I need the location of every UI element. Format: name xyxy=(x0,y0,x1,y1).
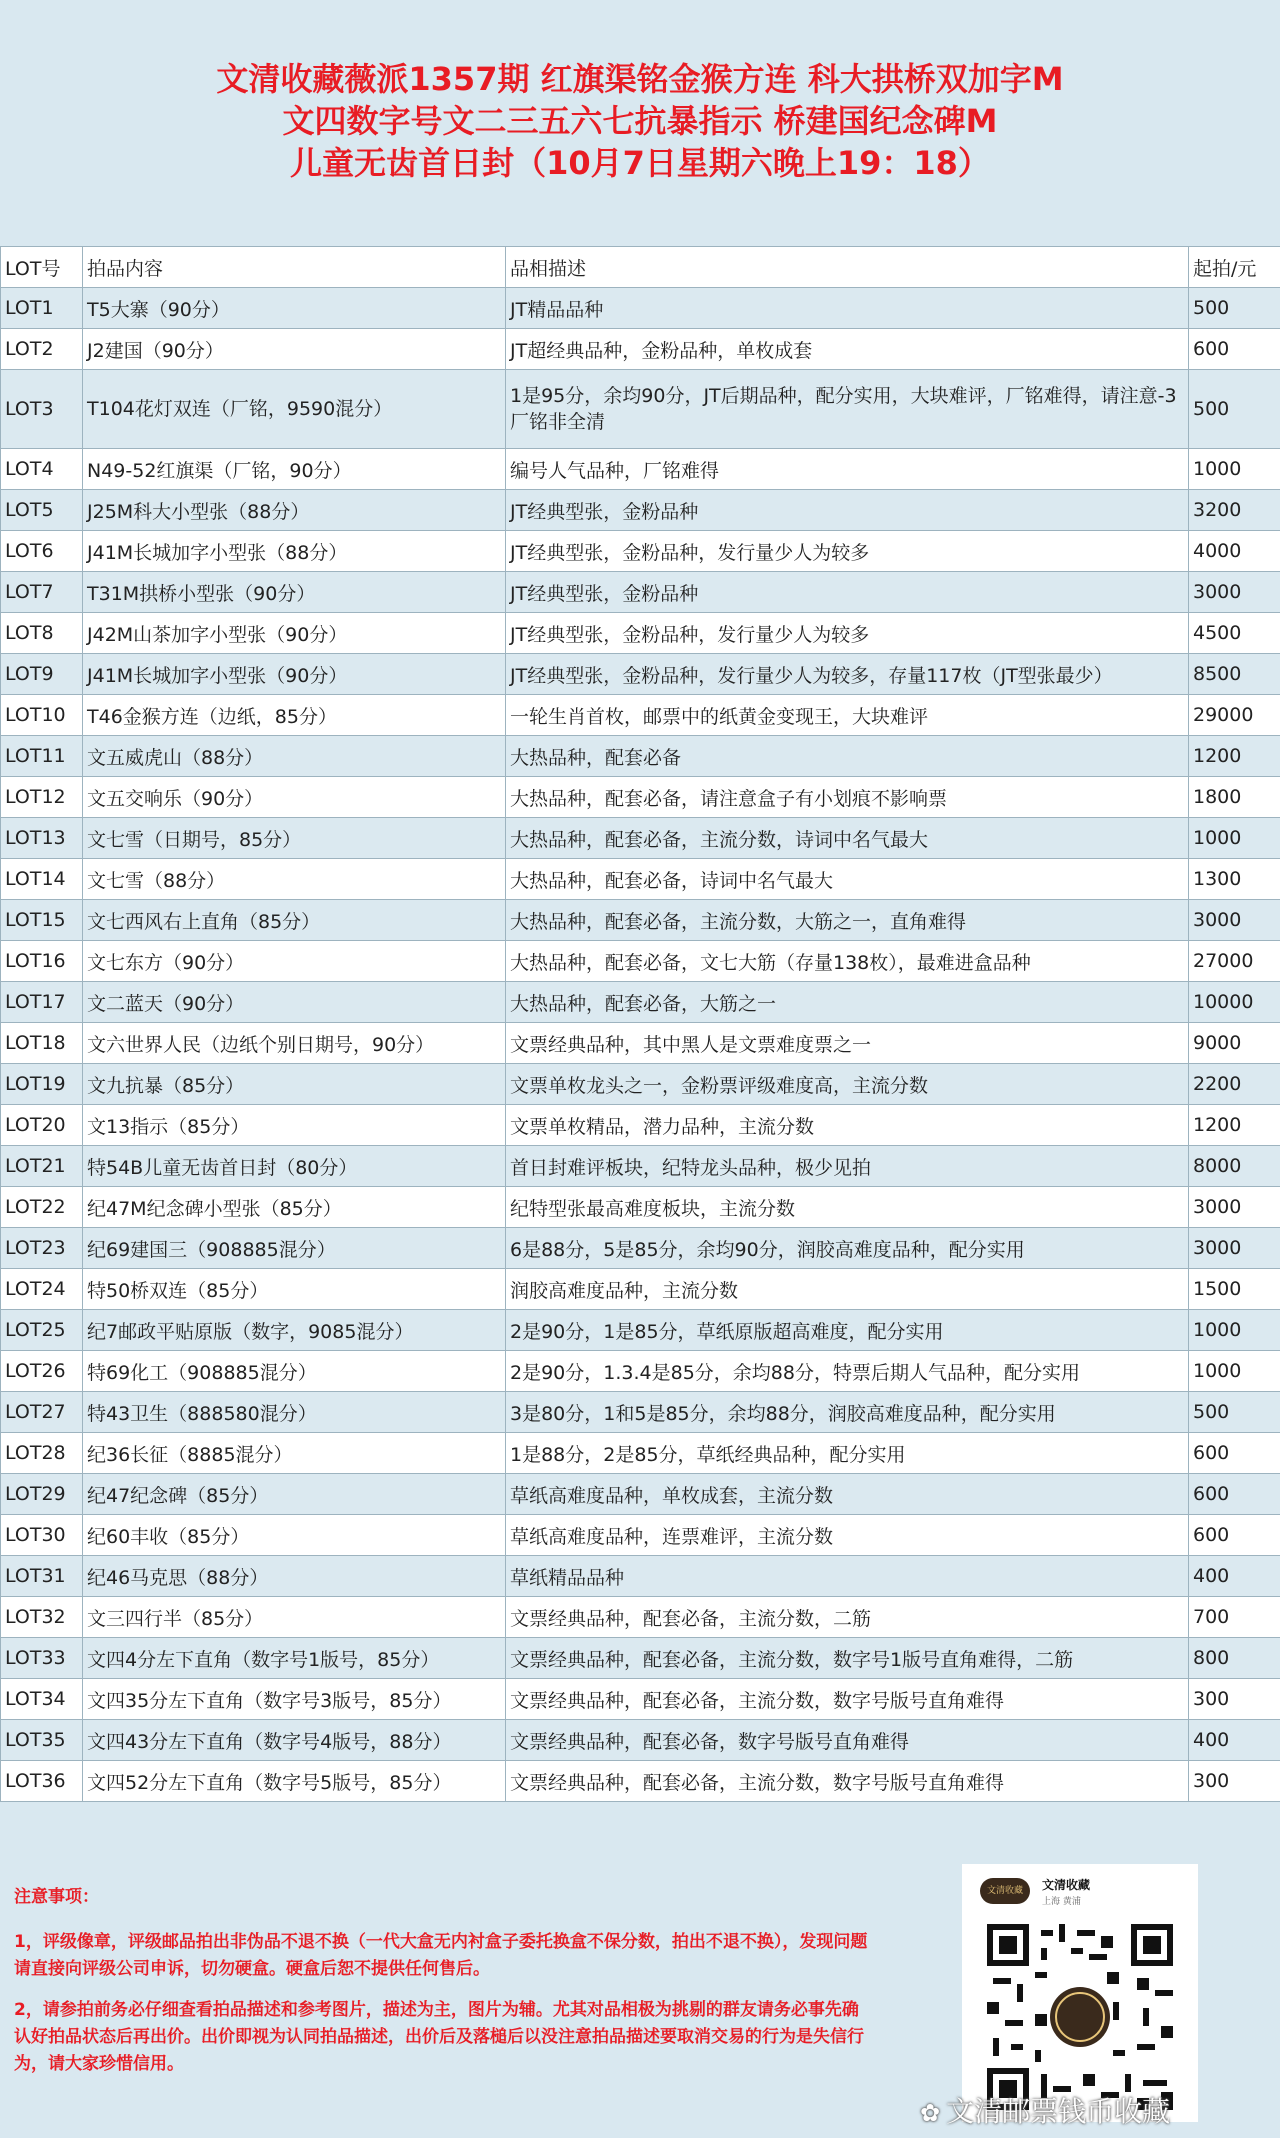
description-cell: JT经典型张，金粉品种 xyxy=(506,490,1189,531)
notes-section xyxy=(14,1884,874,2092)
lot-cell: LOT16 xyxy=(1,941,83,982)
price-cell: 1000 xyxy=(1189,1310,1280,1351)
lot-cell: LOT14 xyxy=(1,859,83,900)
description-cell: 文票经典品种，配套必备，主流分数，数字号版号直角难得 xyxy=(506,1761,1189,1802)
description-cell: JT经典型张，金粉品种 xyxy=(506,572,1189,613)
table-row xyxy=(1,941,1280,982)
table-row xyxy=(1,1064,1280,1105)
lot-cell: LOT17 xyxy=(1,982,83,1023)
table-header-row xyxy=(1,247,1280,288)
description-cell: JT经典型张，金粉品种，发行量少人为较多，存量117枚（JT型张最少） xyxy=(506,654,1189,695)
item-cell: 特43卫生（888580混分） xyxy=(83,1392,506,1433)
lot-table xyxy=(0,246,1280,1802)
table-row xyxy=(1,1638,1280,1679)
description-cell: JT精品品种 xyxy=(506,288,1189,329)
qr-card xyxy=(962,1864,1198,2122)
description-cell: 草纸精品品种 xyxy=(506,1556,1189,1597)
price-cell: 500 xyxy=(1189,288,1280,329)
item-cell: 特50桥双连（85分） xyxy=(83,1269,506,1310)
item-cell: 特54B儿童无齿首日封（80分） xyxy=(83,1146,506,1187)
table-row xyxy=(1,1269,1280,1310)
price-cell: 1500 xyxy=(1189,1269,1280,1310)
lot-cell: LOT25 xyxy=(1,1310,83,1351)
item-cell: 文二蓝天（90分） xyxy=(83,982,506,1023)
description-cell: 大热品种，配套必备，请注意盒子有小划痕不影响票 xyxy=(506,777,1189,818)
item-cell: J41M长城加字小型张（90分） xyxy=(83,654,506,695)
description-cell: 大热品种，配套必备，诗词中名气最大 xyxy=(506,859,1189,900)
table-row xyxy=(1,490,1280,531)
table-row xyxy=(1,288,1280,329)
price-cell: 600 xyxy=(1189,1515,1280,1556)
description-cell: 大热品种，配套必备 xyxy=(506,736,1189,777)
item-cell: T104花灯双连（厂铭，9590混分） xyxy=(83,370,506,449)
description-cell: 文票经典品种，其中黑人是文票难度票之一 xyxy=(506,1023,1189,1064)
lot-cell: LOT28 xyxy=(1,1433,83,1474)
price-cell: 9000 xyxy=(1189,1023,1280,1064)
lot-cell: LOT33 xyxy=(1,1638,83,1679)
lot-cell: LOT3 xyxy=(1,370,83,449)
item-cell: 特69化工（908885混分） xyxy=(83,1351,506,1392)
price-cell: 27000 xyxy=(1189,941,1280,982)
price-cell: 600 xyxy=(1189,329,1280,370)
table-row xyxy=(1,695,1280,736)
description-cell: 2是90分，1是85分，草纸原版超高难度，配分实用 xyxy=(506,1310,1189,1351)
price-cell: 500 xyxy=(1189,370,1280,449)
item-cell: 文七东方（90分） xyxy=(83,941,506,982)
lot-cell: LOT35 xyxy=(1,1720,83,1761)
price-cell: 300 xyxy=(1189,1761,1280,1802)
table-row xyxy=(1,572,1280,613)
description-cell: JT经典型张，金粉品种，发行量少人为较多 xyxy=(506,613,1189,654)
item-cell: J2建国（90分） xyxy=(83,329,506,370)
lot-cell: LOT12 xyxy=(1,777,83,818)
lot-cell: LOT5 xyxy=(1,490,83,531)
description-cell: 文票单枚精品，潜力品种，主流分数 xyxy=(506,1105,1189,1146)
lot-cell: LOT9 xyxy=(1,654,83,695)
table-row xyxy=(1,859,1280,900)
table-row xyxy=(1,1187,1280,1228)
description-cell: 纪特型张最高难度板块，主流分数 xyxy=(506,1187,1189,1228)
price-cell: 3000 xyxy=(1189,1187,1280,1228)
description-cell: 2是90分，1.3.4是85分，余均88分，特票后期人气品种，配分实用 xyxy=(506,1351,1189,1392)
table-row xyxy=(1,1679,1280,1720)
price-cell: 400 xyxy=(1189,1720,1280,1761)
lot-cell: LOT21 xyxy=(1,1146,83,1187)
lot-cell: LOT32 xyxy=(1,1597,83,1638)
table-row xyxy=(1,982,1280,1023)
lot-cell: LOT20 xyxy=(1,1105,83,1146)
lot-cell: LOT15 xyxy=(1,900,83,941)
price-cell: 1800 xyxy=(1189,777,1280,818)
price-cell: 8500 xyxy=(1189,654,1280,695)
table-row xyxy=(1,449,1280,490)
price-cell: 1000 xyxy=(1189,818,1280,859)
item-cell: 文七雪（日期号，85分） xyxy=(83,818,506,859)
lot-cell: LOT18 xyxy=(1,1023,83,1064)
description-cell: 草纸高难度品种，连票难评，主流分数 xyxy=(506,1515,1189,1556)
lot-cell: LOT13 xyxy=(1,818,83,859)
qr-account-name: 文清收藏 xyxy=(1042,1878,1091,1892)
lot-cell: LOT29 xyxy=(1,1474,83,1515)
description-cell: 1是95分，余均90分，JT后期品种，配分实用，大块难评，厂铭难得，请注意-3厂铭非全清 xyxy=(506,370,1189,449)
title-line-3: 儿童无齿首日封（10月7日星期六晚上19：18） xyxy=(290,144,990,182)
item-cell: 文13指示（85分） xyxy=(83,1105,506,1146)
item-cell: J25M科大小型张（88分） xyxy=(83,490,506,531)
price-cell: 29000 xyxy=(1189,695,1280,736)
item-cell: 纪60丰收（85分） xyxy=(83,1515,506,1556)
price-cell: 3000 xyxy=(1189,572,1280,613)
price-cell: 1200 xyxy=(1189,736,1280,777)
item-cell: J41M长城加字小型张（88分） xyxy=(83,531,506,572)
lot-cell: LOT2 xyxy=(1,329,83,370)
header-item: 拍品内容 xyxy=(83,247,506,288)
description-cell: 文票经典品种，配套必备，主流分数，数字号版号直角难得 xyxy=(506,1679,1189,1720)
description-cell: 草纸高难度品种，单枚成套，主流分数 xyxy=(506,1474,1189,1515)
table-row xyxy=(1,818,1280,859)
item-cell: 文四43分左下直角（数字号4版号，88分） xyxy=(83,1720,506,1761)
description-cell: 文票单枚龙头之一，金粉票评级难度高，主流分数 xyxy=(506,1064,1189,1105)
lot-cell: LOT23 xyxy=(1,1228,83,1269)
description-cell: 润胶高难度品种，主流分数 xyxy=(506,1269,1189,1310)
item-cell: 纪69建国三（908885混分） xyxy=(83,1228,506,1269)
lot-cell: LOT10 xyxy=(1,695,83,736)
item-cell: 纪47M纪念碑小型张（85分） xyxy=(83,1187,506,1228)
item-cell: T46金猴方连（边纸，85分） xyxy=(83,695,506,736)
lot-cell: LOT36 xyxy=(1,1761,83,1802)
price-cell: 1300 xyxy=(1189,859,1280,900)
table-row xyxy=(1,1474,1280,1515)
title-line-1: 文清收藏薇派1357期 红旗渠铭金猴方连 科大拱桥双加字M xyxy=(216,60,1064,98)
table-row xyxy=(1,900,1280,941)
item-cell: 文四4分左下直角（数字号1版号，85分） xyxy=(83,1638,506,1679)
lot-cell: LOT30 xyxy=(1,1515,83,1556)
watermark xyxy=(920,2090,1170,2130)
price-cell: 1200 xyxy=(1189,1105,1280,1146)
item-cell: 文七西风右上直角（85分） xyxy=(83,900,506,941)
lot-cell: LOT7 xyxy=(1,572,83,613)
table-row xyxy=(1,1351,1280,1392)
lot-cell: LOT11 xyxy=(1,736,83,777)
brand-badge: 文清收藏 xyxy=(980,1878,1030,1904)
table-row xyxy=(1,531,1280,572)
table-row xyxy=(1,329,1280,370)
description-cell: 大热品种，配套必备，主流分数，诗词中名气最大 xyxy=(506,818,1189,859)
header-description: 品相描述 xyxy=(506,247,1189,288)
description-cell: JT经典型张，金粉品种，发行量少人为较多 xyxy=(506,531,1189,572)
item-cell: 纪36长征（8885混分） xyxy=(83,1433,506,1474)
item-cell: 文四52分左下直角（数字号5版号，85分） xyxy=(83,1761,506,1802)
item-cell: J42M山茶加字小型张（90分） xyxy=(83,613,506,654)
item-cell: 文七雪（88分） xyxy=(83,859,506,900)
item-cell: 纪7邮政平贴原版（数字，9085混分） xyxy=(83,1310,506,1351)
price-cell: 800 xyxy=(1189,1638,1280,1679)
item-cell: 文三四行半（85分） xyxy=(83,1597,506,1638)
item-cell: 纪46马克思（88分） xyxy=(83,1556,506,1597)
price-cell: 4500 xyxy=(1189,613,1280,654)
price-cell: 300 xyxy=(1189,1679,1280,1720)
price-cell: 3200 xyxy=(1189,490,1280,531)
description-cell: 大热品种，配套必备，文七大筋（存量138枚），最难进盒品种 xyxy=(506,941,1189,982)
lot-cell: LOT1 xyxy=(1,288,83,329)
item-cell: 文九抗暴（85分） xyxy=(83,1064,506,1105)
note-item-1: 1，评级像章，评级邮品拍出非伪品不退不换（一代大盒无内衬盒子委托换盒不保分数，拍出不退不换），发现问题请直接向评级公司申诉，切勿硬盒。硬盒后恕不提供任何售后。 xyxy=(14,1932,868,1979)
lot-cell: LOT19 xyxy=(1,1064,83,1105)
price-cell: 8000 xyxy=(1189,1146,1280,1187)
table-row xyxy=(1,1556,1280,1597)
table-row xyxy=(1,1761,1280,1802)
lot-cell: LOT24 xyxy=(1,1269,83,1310)
table-row xyxy=(1,1228,1280,1269)
table-row xyxy=(1,1433,1280,1474)
item-cell: 文五交响乐（90分） xyxy=(83,777,506,818)
description-cell: 大热品种，配套必备，大筋之一 xyxy=(506,982,1189,1023)
table-row xyxy=(1,654,1280,695)
item-cell: 文五威虎山（88分） xyxy=(83,736,506,777)
price-cell: 3000 xyxy=(1189,900,1280,941)
item-cell: T5大寨（90分） xyxy=(83,288,506,329)
table-row xyxy=(1,777,1280,818)
note-item-2: 2，请参拍前务必仔细查看拍品描述和参考图片，描述为主，图片为辅。尤其对品相极为挑剔的群友请务必事先确认好拍品状态后再出价。出价即视为认同拍品描述，出价后及落槌后以没注意拍品描述要取消交易的行为是失信行为，请大家珍惜信用。 xyxy=(14,2000,864,2074)
notes-heading: 注意事项： xyxy=(14,1887,99,1907)
item-cell: N49-52红旗渠（厂铭，90分） xyxy=(83,449,506,490)
lot-cell: LOT6 xyxy=(1,531,83,572)
lot-cell: LOT4 xyxy=(1,449,83,490)
header-lot: LOT号 xyxy=(1,247,83,288)
lot-cell: LOT8 xyxy=(1,613,83,654)
item-cell: 文六世界人民（边纸个别日期号，90分） xyxy=(83,1023,506,1064)
table-row xyxy=(1,1515,1280,1556)
watermark-text: 文清邮票钱币收藏 xyxy=(946,2095,1171,2128)
table-row xyxy=(1,1105,1280,1146)
description-cell: 一轮生肖首枚，邮票中的纸黄金变现王，大块难评 xyxy=(506,695,1189,736)
wechat-icon: ✿ xyxy=(920,2099,941,2127)
lot-cell: LOT31 xyxy=(1,1556,83,1597)
item-cell: 文四35分左下直角（数字号3版号，85分） xyxy=(83,1679,506,1720)
table-row xyxy=(1,1720,1280,1761)
page-title xyxy=(0,58,1280,184)
item-cell: 纪47纪念碑（85分） xyxy=(83,1474,506,1515)
description-cell: 3是80分，1和5是85分，余均88分，润胶高难度品种，配分实用 xyxy=(506,1392,1189,1433)
description-cell: 文票经典品种，配套必备，主流分数，数字号1版号直角难得，二筋 xyxy=(506,1638,1189,1679)
price-cell: 3000 xyxy=(1189,1228,1280,1269)
description-cell: 首日封难评板块，纪特龙头品种，极少见拍 xyxy=(506,1146,1189,1187)
description-cell: 6是88分，5是85分，余均90分，润胶高难度品种，配分实用 xyxy=(506,1228,1189,1269)
table-row xyxy=(1,613,1280,654)
table-row xyxy=(1,736,1280,777)
price-cell: 500 xyxy=(1189,1392,1280,1433)
description-cell: 编号人气品种，厂铭难得 xyxy=(506,449,1189,490)
price-cell: 4000 xyxy=(1189,531,1280,572)
price-cell: 1000 xyxy=(1189,449,1280,490)
price-cell: 600 xyxy=(1189,1474,1280,1515)
price-cell: 10000 xyxy=(1189,982,1280,1023)
lot-cell: LOT34 xyxy=(1,1679,83,1720)
price-cell: 2200 xyxy=(1189,1064,1280,1105)
lot-cell: LOT22 xyxy=(1,1187,83,1228)
qr-account-region: 上海 黄浦 xyxy=(1042,1897,1081,1907)
table-row xyxy=(1,1392,1280,1433)
description-cell: 文票经典品种，配套必备，数字号版号直角难得 xyxy=(506,1720,1189,1761)
price-cell: 600 xyxy=(1189,1433,1280,1474)
table-row xyxy=(1,1597,1280,1638)
lot-cell: LOT26 xyxy=(1,1351,83,1392)
title-line-2: 文四数字号文二三五六七抗暴指示 桥建国纪念碑M xyxy=(282,102,998,140)
description-cell: 大热品种，配套必备，主流分数，大筋之一，直角难得 xyxy=(506,900,1189,941)
price-cell: 1000 xyxy=(1189,1351,1280,1392)
qr-code-icon xyxy=(987,1924,1173,2110)
table-row xyxy=(1,1146,1280,1187)
price-cell: 400 xyxy=(1189,1556,1280,1597)
description-cell: 1是88分，2是85分，草纸经典品种，配分实用 xyxy=(506,1433,1189,1474)
description-cell: 文票经典品种，配套必备，主流分数，二筋 xyxy=(506,1597,1189,1638)
price-cell: 700 xyxy=(1189,1597,1280,1638)
lot-cell: LOT27 xyxy=(1,1392,83,1433)
table-row xyxy=(1,370,1280,449)
header-start-price: 起拍/元 xyxy=(1189,247,1280,288)
description-cell: JT超经典品种，金粉品种，单枚成套 xyxy=(506,329,1189,370)
table-row xyxy=(1,1310,1280,1351)
table-row xyxy=(1,1023,1280,1064)
item-cell: T31M拱桥小型张（90分） xyxy=(83,572,506,613)
